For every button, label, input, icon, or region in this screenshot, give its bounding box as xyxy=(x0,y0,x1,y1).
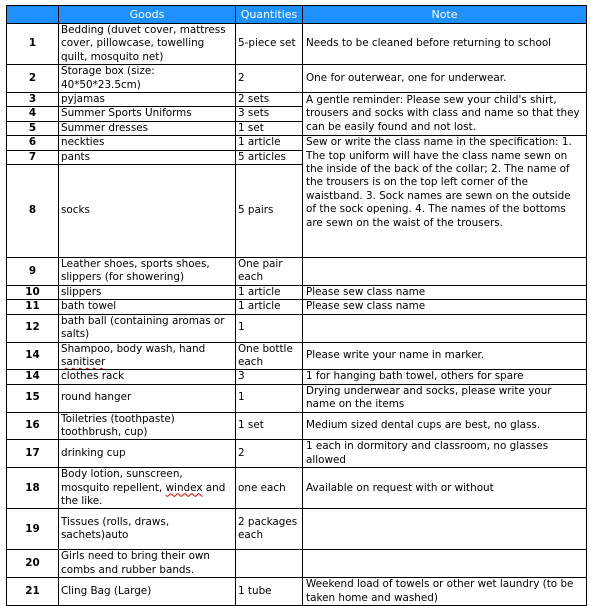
table-row xyxy=(7,509,587,550)
note-cell xyxy=(303,258,587,286)
table-row xyxy=(7,342,587,370)
quantity-cell: 1 set xyxy=(236,412,303,440)
goods-text: Body lotion, sunscreen, mosquito repellent, xyxy=(61,468,183,494)
quantity-cell: One bottle each xyxy=(236,342,303,370)
note-cell: Weekend load of towels or other wet laundry (to be taken home and washed) xyxy=(303,578,587,606)
quantity-cell: 3 sets xyxy=(236,107,303,121)
quantity-cell: one each xyxy=(236,468,303,509)
goods-cell xyxy=(59,342,236,370)
note-cell: Medium sized dental cups are best, no glass. xyxy=(303,412,587,440)
note-cell: 1 for hanging bath towel, others for spare xyxy=(303,370,587,384)
note-cell: Available on request with or without xyxy=(303,468,587,509)
goods-cell: Leather shoes, sports shoes, slippers (for showering) xyxy=(59,258,236,286)
table-row xyxy=(7,314,587,342)
note-cell xyxy=(303,509,587,550)
row-number: 3 xyxy=(7,93,59,107)
goods-cell: pants xyxy=(59,150,236,164)
row-number: 16 xyxy=(7,412,59,440)
row-number: 11 xyxy=(7,300,59,314)
table-row xyxy=(7,578,587,606)
row-number: 9 xyxy=(7,258,59,286)
header-no xyxy=(7,6,59,24)
goods-cell: round hanger xyxy=(59,384,236,412)
quantity-cell: 1 article xyxy=(236,285,303,299)
goods-cell: Summer dresses xyxy=(59,121,236,135)
goods-cell: bath towel xyxy=(59,300,236,314)
table-row xyxy=(7,412,587,440)
row-number: 12 xyxy=(7,314,59,342)
row-number: 6 xyxy=(7,136,59,150)
quantity-cell: 1 tube xyxy=(236,578,303,606)
goods-cell: Storage box (size: 40*50*23.5cm) xyxy=(59,65,236,93)
row-number: 7 xyxy=(7,150,59,164)
goods-cell: Summer Sports Uniforms xyxy=(59,107,236,121)
table-row xyxy=(7,370,587,384)
note-cell xyxy=(303,550,587,578)
goods-text: Shampoo, body wash, hand xyxy=(61,342,206,355)
spellcheck-word: windex xyxy=(165,481,203,494)
quantity-cell: 5 articles xyxy=(236,150,303,164)
table-row xyxy=(7,258,587,286)
note-cell: Please sew class name xyxy=(303,300,587,314)
table-row xyxy=(7,440,587,468)
quantity-cell: 3 xyxy=(236,370,303,384)
goods-text: and the like. xyxy=(61,481,226,507)
quantity-cell: 1 xyxy=(236,314,303,342)
table-row xyxy=(7,65,587,93)
note-cell: 1 each in dormitory and classroom, no glasses allowed xyxy=(303,440,587,468)
goods-cell: Toiletries (toothpaste) toothbrush, cup) xyxy=(59,412,236,440)
goods-cell: neckties xyxy=(59,136,236,150)
quantity-cell: One pair each xyxy=(236,258,303,286)
note-cell: One for outerwear, one for underwear. xyxy=(303,65,587,93)
goods-cell: Tissues (rolls, draws, sachets)auto xyxy=(59,509,236,550)
row-number: 5 xyxy=(7,121,59,135)
goods-cell: Girls need to bring their own combs and rubber bands. xyxy=(59,550,236,578)
quantity-cell xyxy=(236,550,303,578)
header-note: Note xyxy=(303,6,587,24)
note-cell xyxy=(303,314,587,342)
quantity-cell: 5-piece set xyxy=(236,24,303,65)
quantity-cell: 2 sets xyxy=(236,93,303,107)
goods-list-sheet xyxy=(6,5,587,606)
table-row xyxy=(7,285,587,299)
spellcheck-word: sanitiser xyxy=(61,355,106,368)
table-row xyxy=(7,550,587,578)
header-row xyxy=(7,6,587,24)
row-number: 20 xyxy=(7,550,59,578)
quantity-cell: 1 article xyxy=(236,136,303,150)
quantity-cell: 2 packages each xyxy=(236,509,303,550)
row-number: 2 xyxy=(7,65,59,93)
row-number: 14 xyxy=(7,370,59,384)
row-number: 14 xyxy=(7,342,59,370)
note-cell: Drying underwear and socks, please write your name on the items xyxy=(303,384,587,412)
goods-table xyxy=(6,5,587,606)
quantity-cell: 1 xyxy=(236,384,303,412)
table-row xyxy=(7,93,587,107)
goods-cell: slippers xyxy=(59,285,236,299)
note-cell: Please sew class name xyxy=(303,285,587,299)
row-number: 19 xyxy=(7,509,59,550)
row-number: 8 xyxy=(7,165,59,258)
note-cell-specification: Sew or write the class name in the specification: 1. The top uniform will have the class name sewn on the inside of the back of the collar; 2. The name of the trousers is on the top left corner of the waistband. 3. Sock names are sewn on the outside of the sock opening. 4. The names of the bottoms are sewn on the waist of the trousers. xyxy=(303,136,587,258)
goods-cell: socks xyxy=(59,165,236,258)
row-number: 4 xyxy=(7,107,59,121)
goods-cell: pyjamas xyxy=(59,93,236,107)
row-number: 15 xyxy=(7,384,59,412)
row-number: 1 xyxy=(7,24,59,65)
note-cell: Please write your name in marker. xyxy=(303,342,587,370)
goods-cell: drinking cup xyxy=(59,440,236,468)
row-number: 10 xyxy=(7,285,59,299)
goods-cell: Cling Bag (Large) xyxy=(59,578,236,606)
table-row xyxy=(7,384,587,412)
table-row xyxy=(7,468,587,509)
table-row xyxy=(7,136,587,150)
quantity-cell: 1 article xyxy=(236,300,303,314)
goods-cell: clothes rack xyxy=(59,370,236,384)
goods-cell: bath ball (containing aromas or salts) xyxy=(59,314,236,342)
row-number: 18 xyxy=(7,468,59,509)
quantity-cell: 2 xyxy=(236,440,303,468)
goods-cell: Bedding (duvet cover, mattress cover, pillowcase, towelling quilt, mosquito net) xyxy=(59,24,236,65)
header-quantities: Quantities xyxy=(236,6,303,24)
goods-cell xyxy=(59,468,236,509)
table-row xyxy=(7,300,587,314)
quantity-cell: 1 set xyxy=(236,121,303,135)
header-goods: Goods xyxy=(59,6,236,24)
row-number: 17 xyxy=(7,440,59,468)
note-cell-reminder: A gentle reminder: Please sew your child's shirt, trousers and socks with class and name so that they can be easily found and not lost. xyxy=(303,93,587,136)
note-cell: Needs to be cleaned before returning to school xyxy=(303,24,587,65)
quantity-cell: 2 xyxy=(236,65,303,93)
table-row xyxy=(7,24,587,65)
quantity-cell: 5 pairs xyxy=(236,165,303,258)
row-number: 21 xyxy=(7,578,59,606)
